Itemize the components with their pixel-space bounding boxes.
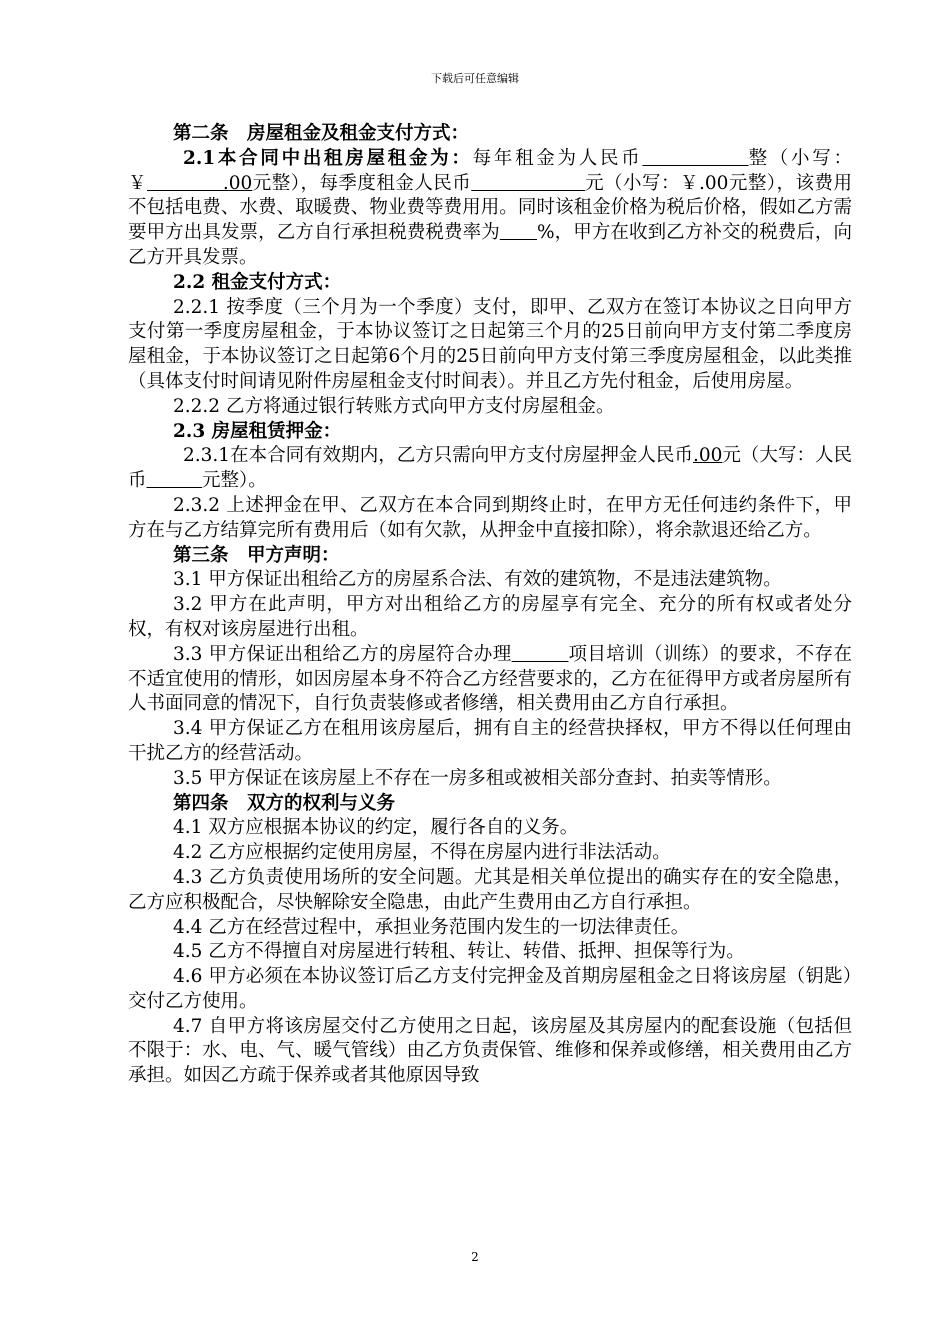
blank-field: .00 xyxy=(692,445,723,467)
clause-3-4: 3.4 甲方保证乙方在租用该房屋后，拥有自主的经营抉择权，甲方不得以任何理由干扰乙方的经营活动。 xyxy=(128,718,852,764)
blank-field xyxy=(642,148,748,169)
contract-body xyxy=(128,122,852,1089)
blank-field xyxy=(471,173,585,194)
clause-text: %，甲方在收到乙方补交的税费后，向乙方开具发票。 xyxy=(128,222,852,268)
clause-3-5: 3.5 甲方保证在该房屋上不存在一房多租或被相关部分查封、拍卖等情形。 xyxy=(173,767,782,789)
blank-field xyxy=(512,644,569,665)
clause-text: 每年租金为人民币 xyxy=(472,147,643,169)
clause-2-2-1: 2.2.1 按季度（三个月为一个季度）支付，即甲、乙双方在签订本协议之日向甲方支付第一季度房屋租金，于本协议签订之日起第三个月的25日前向甲方支付第二季度房屋租金，于本协议签订之日起第6个月的25日前向甲方支付第三季度房屋租金，以此类推（具体支付时间请见附件房屋租金支付时间表）。并且乙方先付租金，后使用房屋。 xyxy=(128,296,852,392)
clause-3-1: 3.1 甲方保证出租给乙方的房屋系合法、有效的建筑物，不是违法建筑物。 xyxy=(173,569,782,591)
page-number: 2 xyxy=(471,1250,479,1264)
blank-field xyxy=(147,470,203,491)
article-4-heading: 第四条 双方的权利与义务 xyxy=(173,792,396,814)
clause-4-2: 4.2 乙方应根据约定使用房屋，不得在房屋内进行非法活动。 xyxy=(173,842,671,864)
clause-2-1 xyxy=(128,147,852,271)
page-header-note: 下载后可任意编辑 xyxy=(431,72,519,85)
clause-4-1: 4.1 双方应根据本协议的约定，履行各自的义务。 xyxy=(173,817,579,839)
clause-3-2: 3.2 甲方在此声明，甲方对出租给乙方的房屋享有完全、充分的所有权或者处分权，有权对该房屋进行出租。 xyxy=(128,594,852,640)
clause-2-1-title: 2.1本合同中出租房屋租金为： xyxy=(183,147,473,169)
clause-text: 项目培训（训练）的要求，不存在不适宜使用的情形，如因房屋本身不符合乙方经营要求的，乙方在征得甲方或者房屋所有人书面同意的情况下，自行负责装修或者修缮，相关费用由乙方自行承担。 xyxy=(128,643,852,715)
clause-4-3: 4.3 乙方负责使用场所的安全问题。尤其是相关单位提出的确实存在的安全隐患，乙方应积极配合，尽快解除安全隐患，由此产生费用由乙方自行承担。 xyxy=(128,866,852,913)
clause-text: 2.3.1在本合同有效期内，乙方只需向甲方支付房屋押金人民币 xyxy=(183,445,693,467)
clause-text: 元（小写：￥.00元整），该费用不包括电费、水费、取暖费、物业费等费用用。同时该租金价格为税后价格，假如乙方需要甲方出具发票，乙方自行承担税费税费率为 xyxy=(128,172,852,244)
clause-text: 元整），每季度租金人民币 xyxy=(252,172,472,194)
clause-4-4: 4.4 乙方在经营过程中，承担业务范围内发生的一切法律责任。 xyxy=(173,916,690,938)
clause-2-3-1 xyxy=(128,444,852,494)
clause-text: 元（大写：人民币 xyxy=(128,445,852,492)
clause-4-5: 4.5 乙方不得擅自对房屋进行转租、转让、转借、抵押、担保等行为。 xyxy=(173,941,745,963)
article-3-heading: 第三条 甲方声明： xyxy=(173,544,340,566)
article-2-heading: 第二条 房屋租金及租金支付方式： xyxy=(173,123,470,144)
clause-4-7: 4.7 自甲方将该房屋交付乙方使用之日起，该房屋及其房屋内的配套设施（包括但不限于：水、电、气、暖气管线）由乙方负责保管、维修和保养或修缮，相关费用由乙方承担。如因乙方疏于保养或者其他原因导致 xyxy=(128,1015,852,1087)
clause-text: 3.3 甲方保证出租给乙方的房屋符合办理 xyxy=(173,643,512,665)
clause-text: 整（小写：￥ xyxy=(128,147,852,194)
clause-text: 元整）。 xyxy=(202,470,267,492)
blank-field xyxy=(500,222,537,243)
clause-4-6: 4.6 甲方必须在本协议签订后乙方支付完押金及首期房屋租金之日将该房屋（钥匙）交付乙方使用。 xyxy=(128,966,852,1012)
blank-field: .00 xyxy=(146,172,253,194)
clause-2-2-2: 2.2.2 乙方将通过银行转账方式向甲方支付房屋租金。 xyxy=(173,395,615,417)
clause-2-2-heading: 2.2 租金支付方式： xyxy=(173,271,342,293)
clause-2-3-2: 2.3.2 上述押金在甲、乙双方在本合同到期终止时，在甲方无任何违约条件下，甲方在与乙方结算完所有费用后（如有欠款，从押金中直接扣除），将余款退还给乙方。 xyxy=(128,494,852,541)
clause-3-3 xyxy=(128,643,852,717)
clause-2-3-heading: 2.3 房屋租赁押金： xyxy=(173,420,342,442)
